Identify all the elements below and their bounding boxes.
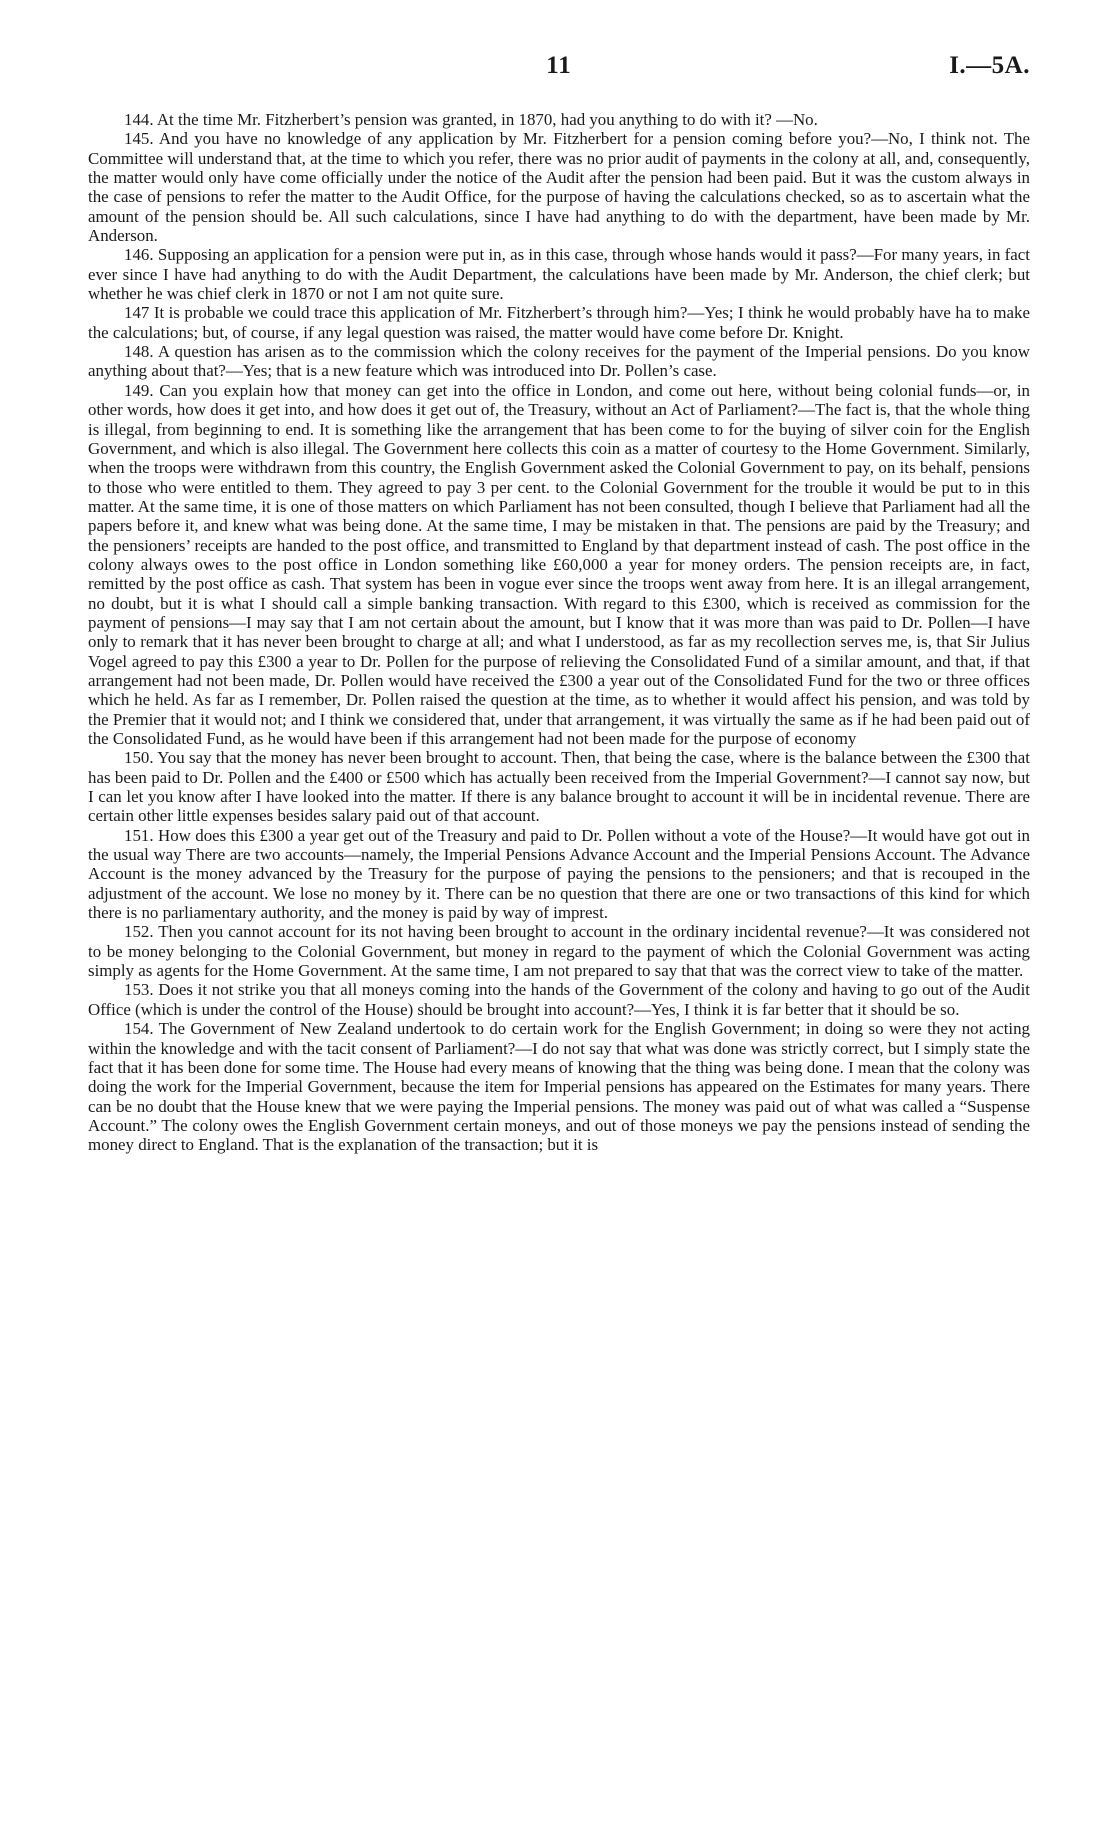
page-header (88, 52, 1030, 96)
paragraph-148: 148. A question has arisen as to the commission which the colony receives for the payment of the Imperial pensions. Do you know anything about that?—Yes; that is a new feature which was introduced into Dr. Pollen’s case. (88, 342, 1030, 381)
paragraph-149: 149. Can you explain how that money can get into the office in London, and come out here, without being colonial funds—or, in other words, how does it get into, and how does it get out of, the Treasury, without an Act of Parliament?—The fact is, that the whole thing is illegal, from beginning to end. It is something like the arrangement that has been come to for the buying of silver coin for the English Government, and which is also illegal. The Government here collects this coin as a matter of courtesy to the Home Government. Similarly, when the troops were withdrawn from this country, the English Government asked the Colonial Government to pay, on its behalf, pensions to those who were entitled to them. They agreed to pay 3 per cent. to the Colonial Government for the trouble it would be put to in this matter. At the same time, it is one of those matters on which Parliament has not been consulted, though I believe that Parliament had all the papers before it, and knew what was being done. At the same time, I may be mistaken in that. The pensions are paid by the Treasury; and the pensioners’ receipts are handed to the post office, and transmitted to England by that department instead of cash. The post office in the colony always owes to the post office in London something like £60,000 a year for money orders. The pension receipts are, in fact, remitted by the post office as cash. That system has been in vogue ever since the troops went away from here. It is an illegal arrangement, no doubt, but it is what I should call a simple banking transaction. With regard to this £300, which is received as commission for the payment of pensions—I may say that I am not certain about the amount, but I know that it was more than was paid to Dr. Pollen—I have only to remark that it has never been brought to charge at all; and what I understood, as far as my recollection serves me, is, that Sir Julius Vogel agreed to pay this £300 a year to Dr. Pollen for the purpose of relieving the Consolidated Fund of a similar amount, and that, if that arrangement had not been made, Dr. Pollen would have received the £300 a year out of the Consolidated Fund for the two or three offices which he held. As far as I remember, Dr. Pollen raised the question at the time, as to whether it would affect his pension, and was told by the Premier that it would not; and I think we considered that, under that arrangement, it was virtually the same as if he had been paid out of the Consolidated Fund, as he would have been if this arrangement had not been made for the purpose of economy (88, 380, 1030, 748)
document-page (88, 52, 1030, 1155)
document-reference: I.—5A. (949, 52, 1030, 79)
document-body (88, 110, 1030, 1155)
paragraph-153: 153. Does it not strike you that all moneys coming into the hands of the Government of the colony and having to go out of the Audit Office (which is under the control of the House) should be brought into account?—Yes, I think it is far better that it should be so. (88, 980, 1030, 1019)
paragraph-145: 145. And you have no knowledge of any application by Mr. Fitzherbert for a pension coming before you?—No, I think not. The Committee will understand that, at the time to which you refer, there was no prior audit of payments in the colony at all, and, consequently, the matter would only have come officially under the notice of the Audit after the pension had been paid. But it was the custom always in the case of pensions to refer the matter to the Audit Office, for the purpose of having the calculations checked, so as to ascertain what the amount of the pension should be. All such calculations, since I have had anything to do with the department, have been made by Mr. Anderson. (88, 129, 1030, 246)
paragraph-151: 151. How does this £300 a year get out of the Treasury and paid to Dr. Pollen without a vote of the House?—It would have got out in the usual way There are two accounts—namely, the Imperial Pensions Advance Account and the Imperial Pensions Account. The Advance Account is the money advanced by the Treasury for the purpose of paying the pensions to the pensioners; and that is recouped in the adjustment of the account. We lose no money by it. There can be no question that there are one or two transactions of this kind for which there is no parliamentary authority, and the money is paid by way of imprest. (88, 825, 1030, 923)
paragraph-146: 146. Supposing an application for a pension were put in, as in this case, through whose hands would it pass?—For many years, in fact ever since I have had anything to do with the Audit Department, the calculations have been made by Mr. Anderson, the chief clerk; but whether he was chief clerk in 1870 or not I am not quite sure. (88, 245, 1030, 304)
paragraph-152: 152. Then you cannot account for its not having been brought to account in the ordinary incidental revenue?—It was considered not to be money belonging to the Colonial Government, but money in regard to the payment of which the Colonial Government was acting simply as agents for the Home Government. At the same time, I am not prepared to say that that was the correct view to take of the matter. (88, 922, 1030, 981)
paragraph-144: 144. At the time Mr. Fitzherbert’s pension was granted, in 1870, had you anything to do with it? —No. (124, 110, 818, 129)
page-number: 11 (546, 52, 572, 79)
paragraph-150: 150. You say that the money has never been brought to account. Then, that being the case, where is the balance between the £300 that has been paid to Dr. Pollen and the £400 or £500 which has actually been received from the Imperial Government?—I cannot say now, but I can let you know after I have looked into the matter. If there is any balance brought to account it will be in incidental revenue. There are certain other little expenses besides salary paid out of that account. (88, 748, 1030, 826)
paragraph-154: 154. The Government of New Zealand undertook to do certain work for the English Government; in doing so were they not acting within the knowledge and with the tacit consent of Parliament?—I do not say that what was done was strictly correct, but I simply state the fact that it has been done for some time. The House had every means of knowing that the thing was being done. I mean that the colony was doing the work for the Imperial Government, because the item for Imperial pensions has appeared on the Estimates for many years. There can be no doubt that the House knew that we were paying the Imperial pensions. The money was paid out of what was called a “Suspense Account.” The colony owes the English Government certain moneys, and out of those moneys we pay the pensions instead of sending the money direct to England. That is the explanation of the transaction; but it is (88, 1019, 1030, 1155)
paragraph-147: 147 It is probable we could trace this application of Mr. Fitzherbert’s through him?—Yes; I think he would probably have ha to make the calculations; but, of course, if any legal question was raised, the matter would have come before Dr. Knight. (88, 303, 1030, 342)
